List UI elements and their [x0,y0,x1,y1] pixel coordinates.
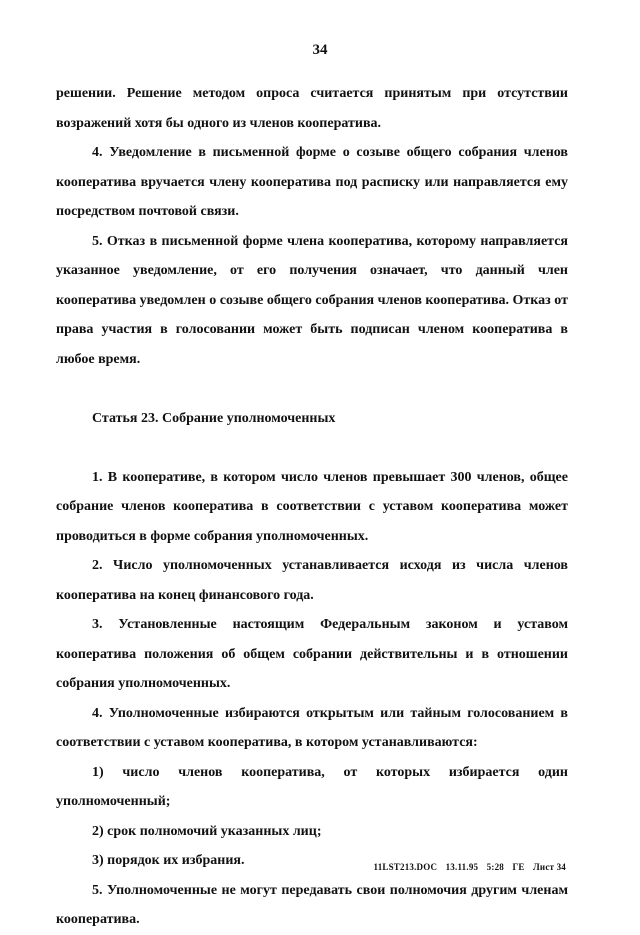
list-item: 3) порядок их избрания. [92,853,245,868]
footer-file: 11LST213.DOC [373,862,438,872]
page-number: 34 [312,42,328,58]
footer-date: 13.11.95 [445,862,479,872]
paragraph: 3. Установленные настоящим Федеральным законом и уставом кооператива положения об общем собрании действительны и в отношении собрания уполномоченных. [56,617,568,691]
paragraph: решении. Решение методом опроса считается принятым при отсутствии возражений хотя бы одного из членов кооператива. [56,86,568,131]
paragraph: 4. Уведомление в письменной форме о созыве общего собрания членов кооператива вручается члену кооператива под расписку или направляется ему посредством почтовой связи. [56,145,568,219]
footer-sheet: Лист 34 [533,862,566,872]
list-item: 1) число членов кооператива, от которых избирается один уполномоченный; [56,764,568,809]
paragraph: 4. Уполномоченные избираются открытым или тайным голосованием в соответствии с уставом кооператива, в котором устанавливаются: [56,705,568,750]
paragraph: 5. Отказ в письменной форме члена кооператива, которому направляется указанное уведомление, от его получения означает, что данный член кооператива уведомлен о созыве общего собрания членов кооператива. Отказ от права участия в голосовании может быть подписан членом кооператива в любое время. [56,233,568,367]
paragraph: 1. В кооперативе, в котором число членов превышает 300 членов, общее собрание членов кооператива в соответствии с уставом кооператива может проводиться в форме собрания уполномоченных. [56,469,568,544]
document-body [56,79,568,935]
article-heading: Статья 23. Собрание уполномоченных [92,411,336,426]
document-footer [373,862,566,872]
footer-code: ГЕ [512,862,525,872]
paragraph: 5. Уполномоченные не могут передавать свои полномочия другим членам кооператива. [56,882,568,927]
list-item: 2) срок полномочий указанных лиц; [92,823,322,839]
footer-time: 5:28 [486,862,504,872]
paragraph: 2. Число уполномоченных устанавливается исходя из числа членов кооператива на конец финансового года. [56,558,568,603]
